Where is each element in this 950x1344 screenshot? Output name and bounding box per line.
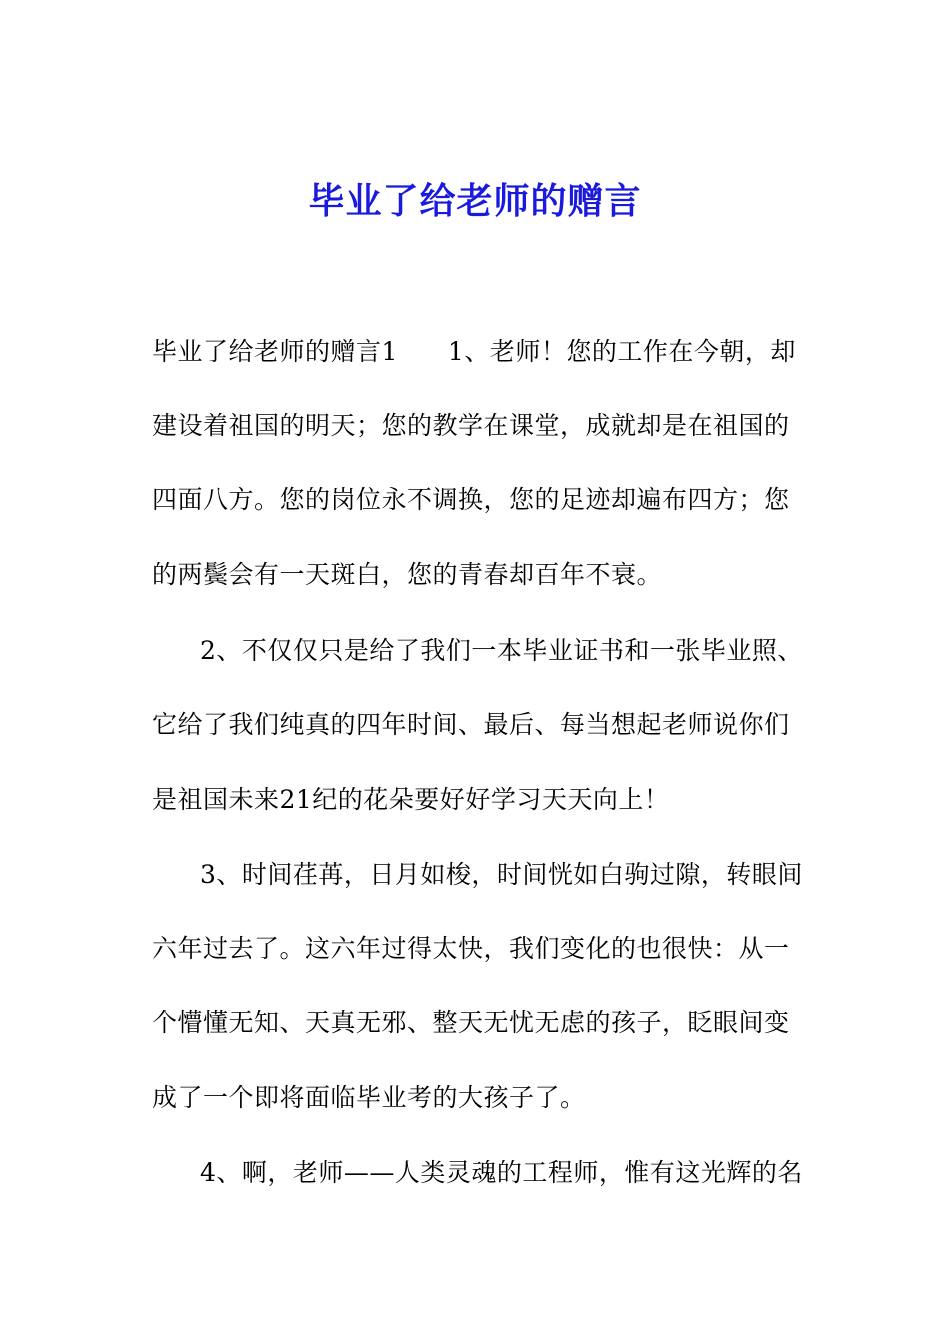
first-line-heading: 毕业了给老师的赠言1 bbox=[152, 337, 398, 366]
paragraph-line-3: 四面八方。您的岗位永不调换，您的足迹却遍布四方；您 bbox=[152, 485, 790, 514]
paragraph-line-8: 3、时间荏苒，日月如梭，时间恍如白驹过隙，转眼间 bbox=[200, 860, 803, 889]
line-1-text: 1、老师！您的工作在今朝，却 bbox=[447, 337, 796, 366]
page-title: 毕业了给老师的赠言 bbox=[308, 181, 642, 222]
paragraph-line-11: 成了一个即将面临毕业考的大孩子了。 bbox=[152, 1083, 586, 1112]
paragraph-line-2: 建设着祖国的明天；您的教学在课堂，成就却是在祖国的 bbox=[152, 411, 790, 440]
paragraph-line-7: 是祖国未来21纪的花朵要好好学习天天向上！ bbox=[152, 785, 670, 814]
paragraph-line-4: 的两鬓会有一天斑白，您的青春却百年不衰。 bbox=[152, 560, 663, 589]
paragraph-line-9: 六年过去了。这六年过得太快，我们变化的也很快：从一 bbox=[152, 934, 790, 963]
paragraph-line-1 bbox=[152, 332, 812, 372]
paragraph-line-10: 个懵懂无知、天真无邪、整天无忧无虑的孩子，眨眼间变 bbox=[152, 1008, 790, 1037]
paragraph-line-12: 4、啊，老师——人类灵魂的工程师，惟有这光辉的名 bbox=[200, 1158, 803, 1187]
paragraph-line-6: 它给了我们纯真的四年时间、最后、每当想起老师说你们 bbox=[152, 710, 790, 739]
paragraph-line-5: 2、不仅仅只是给了我们一本毕业证书和一张毕业照、 bbox=[200, 636, 803, 665]
